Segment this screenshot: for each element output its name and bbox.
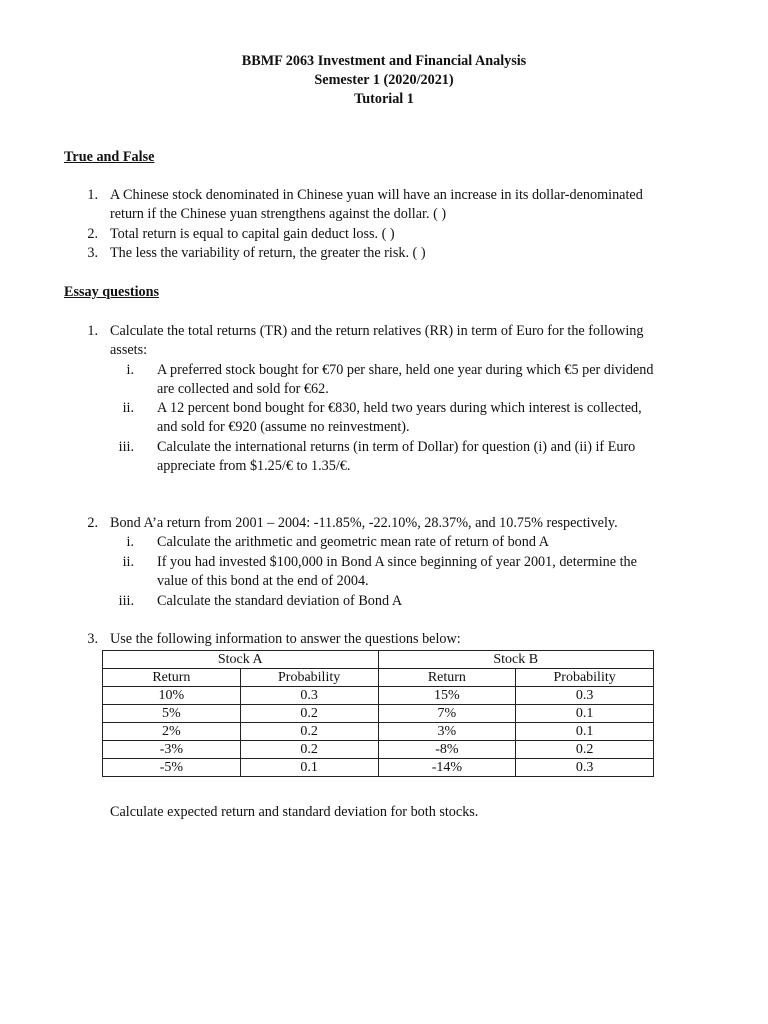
q1-sub-i-number: i.	[126, 362, 134, 378]
course-title: BBMF 2063 Investment and Financial Analysis	[241, 53, 527, 69]
table-header-probability-a: Probability	[240, 669, 378, 687]
q1-sub-iii-line-2: appreciate from $1.25/€ to 1.35/€.	[157, 458, 351, 474]
table-row	[103, 687, 654, 705]
tf-item-1-number: 1.	[87, 187, 98, 203]
table-row	[103, 759, 654, 777]
q1-sub-ii-line-1: A 12 percent bond bought for €830, held two years during which interest is collected,	[157, 400, 642, 416]
tf-item-3-number: 3.	[87, 245, 98, 261]
table-cell: 0.1	[240, 759, 378, 777]
table-column-header-row	[103, 669, 654, 687]
table-cell: -14%	[378, 759, 516, 777]
table-cell: 0.3	[516, 759, 654, 777]
stock-returns-table	[102, 650, 654, 777]
essay-heading: Essay questions	[64, 284, 160, 300]
semester-title: Semester 1 (2020/2021)	[314, 72, 454, 88]
table-cell: 15%	[378, 687, 516, 705]
essay-q1-line-1: Calculate the total returns (TR) and the return relatives (RR) in term of Euro for the following	[110, 323, 644, 339]
table-cell: -8%	[378, 741, 516, 759]
q1-sub-i-line-2: are collected and sold for €62.	[157, 381, 329, 397]
q3-closing-instruction: Calculate expected return and standard deviation for both stocks.	[110, 804, 479, 820]
table-cell: 0.1	[516, 705, 654, 723]
essay-q2-number: 2.	[87, 515, 98, 531]
q2-sub-i-number: i.	[126, 534, 134, 550]
tf-item-2-number: 2.	[87, 226, 98, 242]
q1-sub-ii-line-2: and sold for €920 (assume no reinvestment).	[157, 419, 410, 435]
table-group-stock-b: Stock B	[378, 651, 654, 669]
q2-sub-ii-number: ii.	[122, 554, 134, 570]
tutorial-title: Tutorial 1	[354, 91, 414, 107]
table-header-return-a: Return	[103, 669, 241, 687]
table-cell: 0.2	[240, 723, 378, 741]
table-cell: 7%	[378, 705, 516, 723]
essay-q3-line-1: Use the following information to answer the questions below:	[110, 631, 461, 647]
table-header-return-b: Return	[378, 669, 516, 687]
q2-sub-ii-line-2: value of this bond at the end of 2004.	[157, 573, 369, 589]
table-cell: 5%	[103, 705, 241, 723]
table-group-stock-a: Stock A	[103, 651, 379, 669]
table-row	[103, 723, 654, 741]
tf-item-1-line-1: A Chinese stock denominated in Chinese yuan will have an increase in its dollar-denominated	[110, 187, 643, 203]
tf-item-1-line-2: return if the Chinese yuan strengthens against the dollar. ( )	[110, 206, 447, 222]
q1-sub-iii-number: iii.	[118, 439, 134, 455]
table-header-probability-b: Probability	[516, 669, 654, 687]
table-row	[103, 741, 654, 759]
q2-sub-i-line-1: Calculate the arithmetic and geometric mean rate of return of bond A	[157, 534, 549, 550]
table-group-header-row	[103, 651, 654, 669]
true-false-heading: True and False	[64, 149, 155, 165]
table-cell: 2%	[103, 723, 241, 741]
table-row	[103, 705, 654, 723]
table-cell: 10%	[103, 687, 241, 705]
tf-item-2-line-1: Total return is equal to capital gain deduct loss. ( )	[110, 226, 395, 242]
table-cell: 0.2	[516, 741, 654, 759]
table-cell: 0.2	[240, 705, 378, 723]
essay-q1-line-2: assets:	[110, 342, 148, 358]
q2-sub-iii-number: iii.	[118, 593, 134, 609]
q1-sub-ii-number: ii.	[122, 400, 134, 416]
q1-sub-i-line-1: A preferred stock bought for €70 per share, held one year during which €5 per dividend	[157, 362, 654, 378]
q2-sub-iii-line-1: Calculate the standard deviation of Bond A	[157, 593, 403, 609]
essay-q3-number: 3.	[87, 631, 98, 647]
table-cell: 3%	[378, 723, 516, 741]
table-cell: 0.2	[240, 741, 378, 759]
table-cell: -3%	[103, 741, 241, 759]
essay-q2-line-1: Bond A’a return from 2001 – 2004: -11.85%, -22.10%, 28.37%, and 10.75% respectively.	[110, 515, 618, 531]
table-cell: -5%	[103, 759, 241, 777]
table-cell: 0.3	[516, 687, 654, 705]
table-cell: 0.3	[240, 687, 378, 705]
essay-q1-number: 1.	[87, 323, 98, 339]
tf-item-3-line-1: The less the variability of return, the greater the risk. ( )	[110, 245, 426, 261]
q1-sub-iii-line-1: Calculate the international returns (in term of Dollar) for question (i) and (ii) if Euro	[157, 439, 636, 455]
q2-sub-ii-line-1: If you had invested $100,000 in Bond A since beginning of year 2001, determine the	[157, 554, 637, 570]
table-cell: 0.1	[516, 723, 654, 741]
